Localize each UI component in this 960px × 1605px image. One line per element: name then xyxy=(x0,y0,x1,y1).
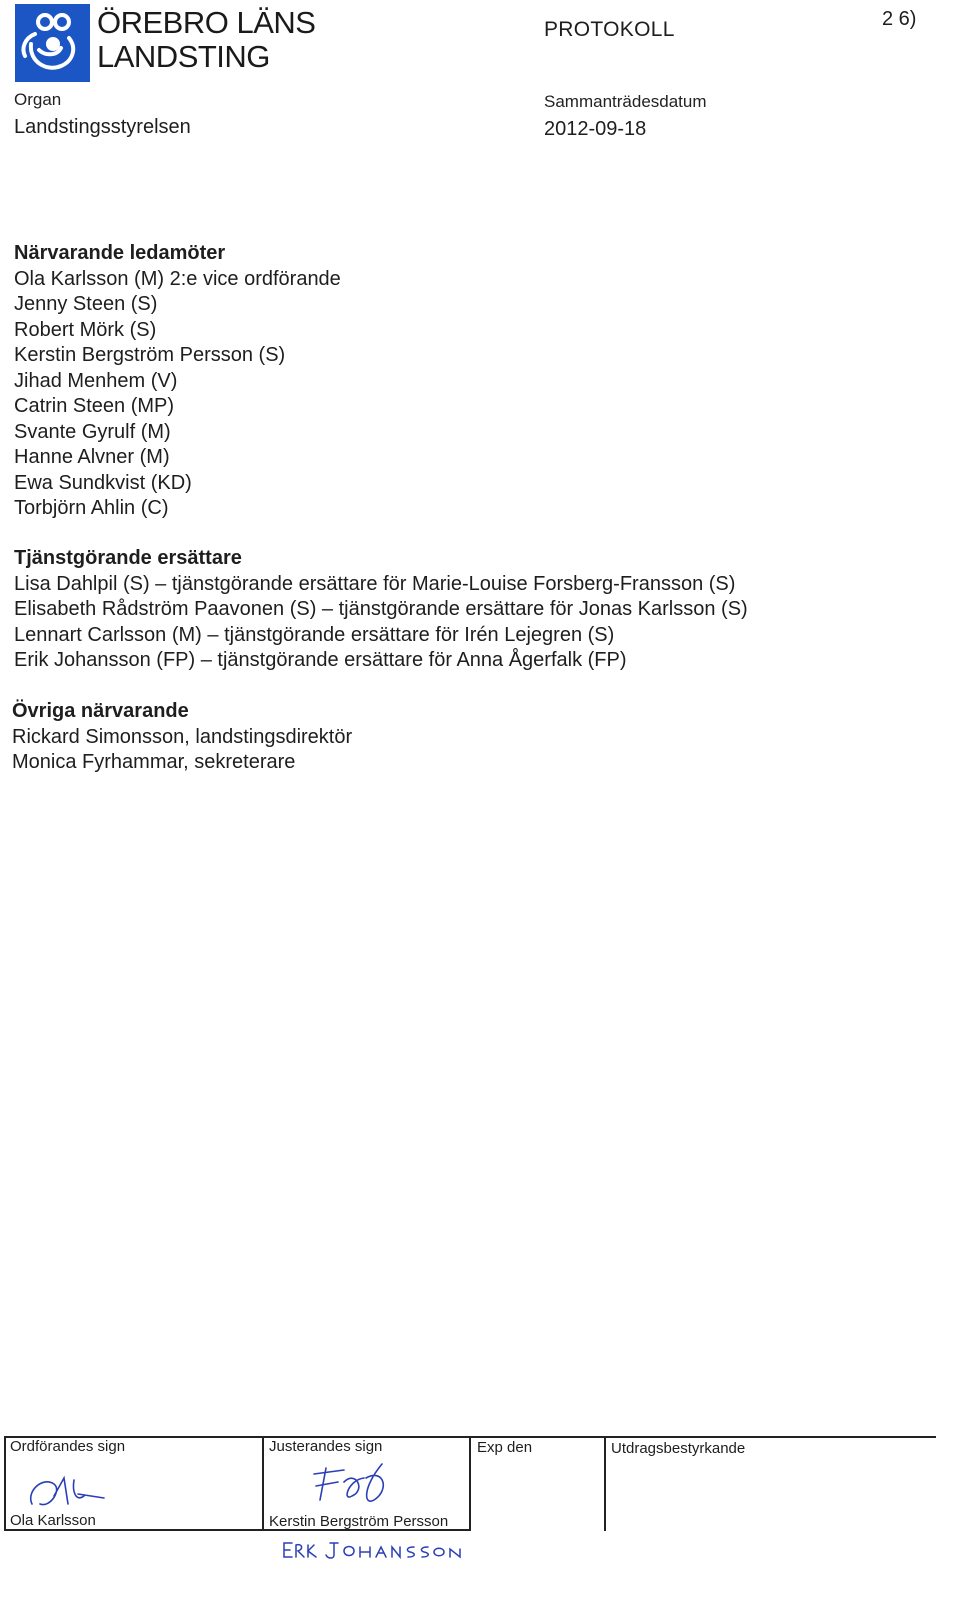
member-item: Jihad Menhem (V) xyxy=(14,369,178,392)
meeting-date-label: Sammanträdesdatum xyxy=(544,92,707,111)
substitute-item: Lisa Dahlpil (S) – tjänstgörande ersättare för Marie-Louise Forsberg-Fransson (S) xyxy=(14,572,736,595)
page-number: 2 6) xyxy=(882,8,917,30)
org-name-line2: LANDSTING xyxy=(97,39,270,74)
adjuster-sign-label: Justerandes sign xyxy=(269,1438,383,1455)
adjuster-signature-scribble xyxy=(304,1460,404,1510)
member-item: Torbjörn Ahlin (C) xyxy=(14,497,169,519)
others-heading: Övriga närvarande xyxy=(12,700,189,722)
present-members-heading: Närvarande ledamöter xyxy=(14,242,226,264)
substitute-item: Lennart Carlsson (M) – tjänstgörande ersättare för Irén Lejegren (S) xyxy=(14,623,615,646)
logo-emblem-icon xyxy=(15,4,90,82)
signature-divider xyxy=(262,1436,264,1531)
adjuster-name: Kerstin Bergström Persson xyxy=(269,1513,449,1530)
member-item: Robert Mörk (S) xyxy=(14,318,157,341)
organ-value: Landstingsstyrelsen xyxy=(14,116,191,138)
organ-label: Organ xyxy=(14,90,62,109)
member-item: Svante Gyrulf (M) xyxy=(14,420,171,443)
substitutes-heading: Tjänstgörande ersättare xyxy=(14,547,242,569)
handwritten-name-erik-johansson xyxy=(280,1537,470,1565)
member-item: Catrin Steen (MP) xyxy=(14,395,175,417)
exp-date-label: Exp den xyxy=(477,1439,533,1456)
substitute-item: Erik Johansson (FP) – tjänstgörande ersättare för Anna Ågerfalk (FP) xyxy=(14,649,627,671)
document-type: PROTOKOLL xyxy=(544,18,675,41)
signature-divider xyxy=(4,1436,6,1531)
org-name-line1: ÖREBRO LÄNS xyxy=(97,5,316,40)
member-item: Hanne Alvner (M) xyxy=(14,446,170,468)
meeting-date-value: 2012-09-18 xyxy=(544,118,647,140)
member-item: Jenny Steen (S) xyxy=(14,293,158,315)
substitute-item: Elisabeth Rådström Paavonen (S) – tjänstgörande ersättare för Jonas Karlsson (S) xyxy=(14,598,748,620)
other-item: Rickard Simonsson, landstingsdirektör xyxy=(12,725,353,748)
chair-signature-scribble xyxy=(24,1466,124,1514)
present-members-section xyxy=(14,241,341,522)
signature-divider xyxy=(604,1436,606,1531)
others-section xyxy=(12,699,352,776)
chair-sign-label: Ordförandes sign xyxy=(10,1438,126,1455)
signature-table xyxy=(4,1436,936,1531)
extract-certification-label: Utdragsbestyrkande xyxy=(611,1440,746,1457)
organization-name xyxy=(97,6,315,74)
member-item: Kerstin Bergström Persson (S) xyxy=(14,344,286,366)
member-item: Ola Karlsson (M) 2:e vice ordförande xyxy=(14,267,341,290)
member-item: Ewa Sundkvist (KD) xyxy=(14,471,192,494)
chair-name: Ola Karlsson xyxy=(10,1512,96,1529)
substitutes-section xyxy=(14,546,748,674)
other-item: Monica Fyrhammar, sekreterare xyxy=(12,751,296,773)
landsting-logo xyxy=(15,4,90,82)
signature-divider xyxy=(469,1436,471,1531)
